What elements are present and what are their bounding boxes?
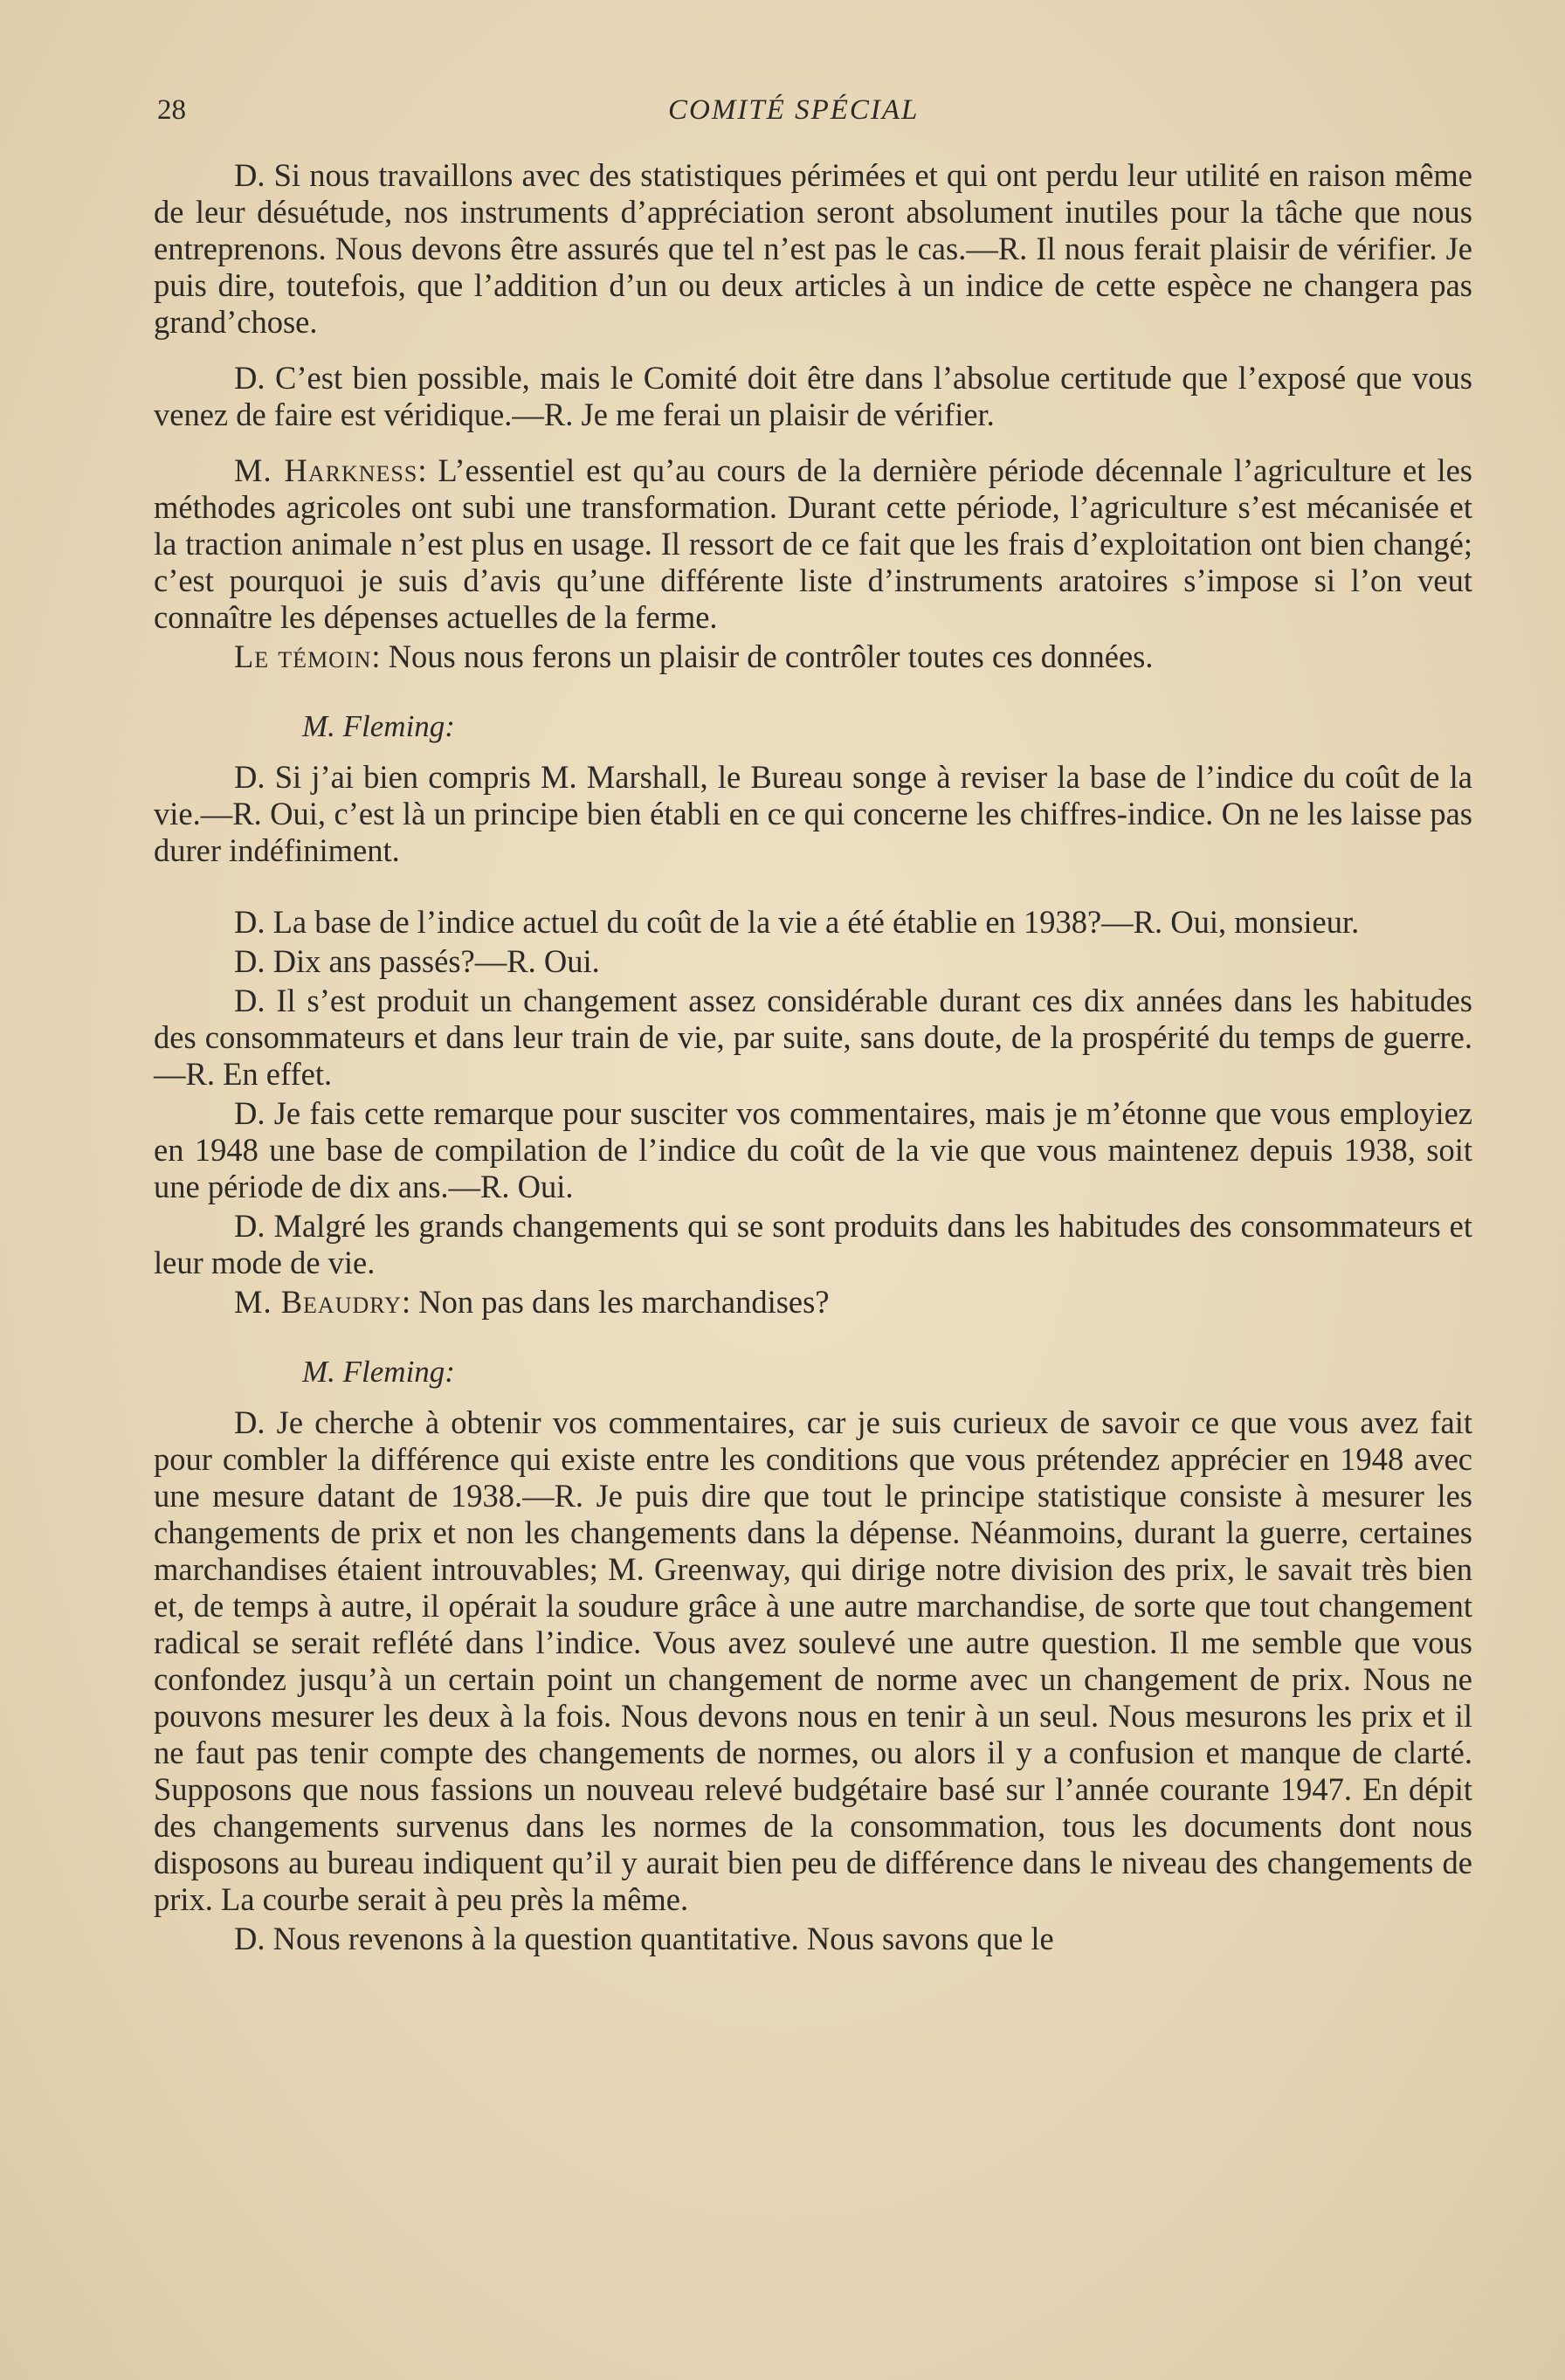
- question-text: D. Je cherche à obtenir vos commentaires, car je suis curieux de savoir ce que vous avez fait pour combler la différence qui existe entre les conditions que vous prétendez apprécier en 1948 avec une mesure datant de 1938.—: [154, 1404, 1472, 1514]
- speaker-heading: M. Fleming:: [302, 1355, 455, 1389]
- answer-text: R. Oui, c’est là un principe bien établi en ce qui concerne les chiffres-indice. On ne les laisse pas durer indéfiniment.: [154, 796, 1472, 868]
- question-text: D. Je fais cette remarque pour susciter vos commentaires, mais je m’étonne que vous employiez en 1948 une base de compilation de l’indice du coût de la vie que vous maintenez depuis 1938, soit une période de dix ans.—: [154, 1095, 1472, 1204]
- speaker-heading: M. Fleming:: [302, 709, 455, 743]
- speaker-paragraph: [154, 638, 1472, 675]
- answer-text: R. Oui, monsieur.: [1133, 904, 1360, 940]
- speaker-paragraph: [154, 1284, 1472, 1321]
- exchange-paragraph: [154, 1095, 1472, 1205]
- question-text: D. Dix ans passés?—: [234, 943, 507, 979]
- exchange-paragraph: [154, 157, 1472, 341]
- exchange-paragraph: [154, 983, 1472, 1093]
- transcript-body: [154, 157, 1472, 1960]
- speaker-name: M. Beaudry: [234, 1284, 402, 1320]
- exchange-paragraph: [154, 1404, 1472, 1918]
- exchange-paragraph: [154, 904, 1472, 941]
- question-text: D. Si nous travaillons avec des statistiques périmées et qui ont perdu leur utilité en raison même de leur désuétude, nos instruments d’appréciation seront absolument inutiles pour la tâche que nous entreprenons. Nous devons être assurés que tel n’est pas le cas.—: [154, 157, 1472, 266]
- exchange-paragraph: [154, 943, 1472, 980]
- page-header: [157, 94, 1467, 138]
- exchange-paragraph: [154, 759, 1472, 869]
- running-title: COMITÉ SPÉCIAL: [668, 94, 920, 126]
- question-text: D. Il s’est produit un changement assez considérable durant ces dix années dans les habitudes des consommateurs et dans leur train de vie, par suite, sans doute, de la prospérité du temps de guerre.—: [154, 983, 1472, 1092]
- answer-text: R. Je me ferai un plaisir de vérifier.: [543, 397, 995, 432]
- answer-text: R. En effet.: [185, 1056, 333, 1092]
- speaker-name: M. Harkness: [234, 452, 418, 488]
- exchange-paragraph: [154, 360, 1472, 433]
- question-text: D. Nous revenons à la question quantitative. Nous savons que le: [234, 1921, 1054, 1956]
- speaker-name: Le témoin: [234, 638, 372, 674]
- answer-text: R. Il nous ferait plaisir de vérifier. Je puis dire, toutefois, que l’addition d’un ou deux articles à un indice de cette espèce ne changera pas grand’chose.: [154, 231, 1473, 340]
- exchange-paragraph: [154, 1208, 1472, 1281]
- question-text: D. Si j’ai bien compris M. Marshall, le Bureau songe à reviser la base de l’indice du coût de la vie.—: [154, 759, 1472, 831]
- question-text: D. Malgré les grands changements qui se sont produits dans les habitudes des consommateurs et leur mode de vie.: [154, 1208, 1472, 1280]
- speaker-paragraph: [154, 452, 1472, 636]
- page-number: 28: [157, 94, 186, 126]
- question-text: D. La base de l’indice actuel du coût de la vie a été établie en 1938?—: [234, 904, 1134, 940]
- speaker-text: : Non pas dans les marchandises?: [401, 1284, 830, 1320]
- question-text: D. C’est bien possible, mais le Comité doit être dans l’absolue certitude que l’exposé que vous venez de faire est véridique.—: [154, 360, 1472, 432]
- speaker-text: : Nous nous ferons un plaisir de contrôler toutes ces données.: [371, 638, 1154, 674]
- answer-text: R. Je puis dire que tout le principe statistique consiste à mesurer les changements de prix et non les changements dans la dépense. Néanmoins, durant la guerre, certaines marchandises étaient introuvables; M. Greenway, qui dirige notre division des prix, le savait très bien et, de temps à autre, il opérait la soudure grâce à une autre marchandise, de sorte que tout changement radical se serait reflété dans l’indice. Vous avez soulevé une autre question. Il me semble que vous confondez jusqu’à un certain point un changement de norme avec un changement de prix. Nous ne pouvons mesurer les deux à la fois. Nous devons nous en tenir à un seul. Nous mesurons les prix et il ne faut pas tenir compte des changements de normes, ou alors il y a confusion et manque de clarté. Supposons que nous fassions un nouveau relevé budgétaire basé sur l’année courante 1947. En dépit des changements survenus dans les normes de la consommation, tous les documents dont nous disposons au bureau indiquent qu’il y aurait bien peu de différence dans le niveau des changements de prix. La courbe serait à peu près la même.: [154, 1478, 1472, 1917]
- answer-text: R. Oui.: [507, 943, 600, 979]
- answer-text: R. Oui.: [480, 1169, 574, 1204]
- exchange-paragraph: [154, 1921, 1472, 1957]
- speaker-text: : L’essentiel est qu’au cours de la dernière période décennale l’agriculture et les méthodes agricoles ont subi une transformation. Durant cette période, l’agriculture s’est mécanisée et la traction animale n’est plus en usage. Il ressort de ce fait que les frais d’exploitation ont bien changé; c’est pourquoi je suis d’avis qu’une différente liste d’instruments aratoires s’impose si l’on veut connaître les dépenses actuelles de la ferme.: [154, 452, 1472, 635]
